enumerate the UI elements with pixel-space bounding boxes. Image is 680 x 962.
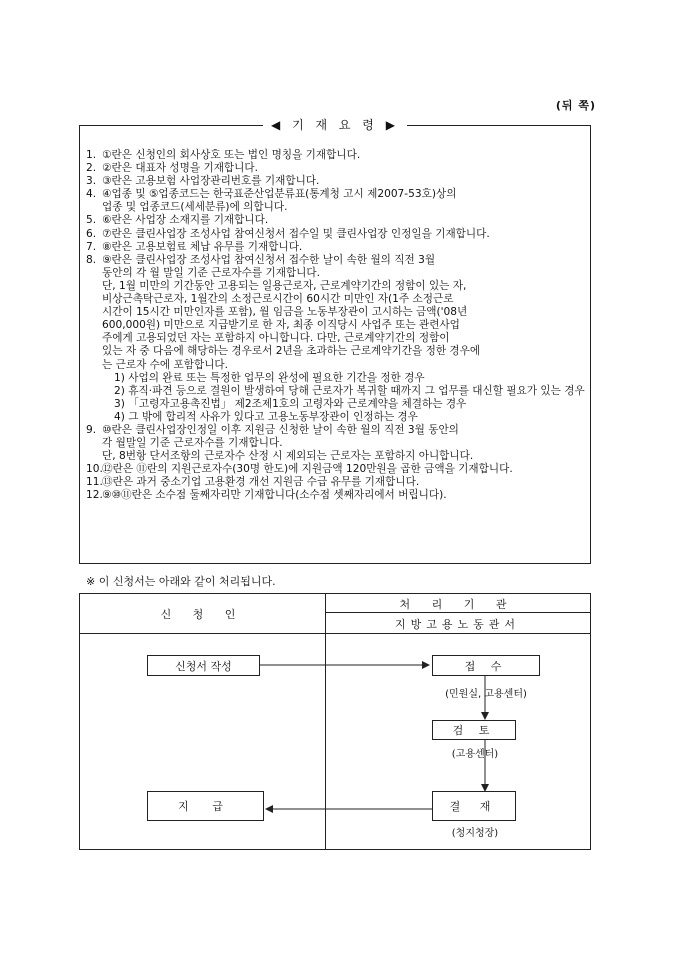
instruction-text: 각 월말일 기준 근로자수를 기재합니다.: [102, 437, 283, 450]
instruction-line: [86, 489, 585, 502]
agency-header: 처 리 기 관: [399, 598, 516, 611]
instruction-text: 동안의 각 월 말일 기준 근로자수를 기재합니다.: [102, 266, 321, 279]
instruction-line: [86, 476, 585, 489]
instruction-text: ⑫란은 ⑪란의 지원근로자수(30명 한도)에 지원금액 120만원을 곱한 금액을 기재합니다.: [102, 463, 513, 476]
instruction-number: [86, 450, 102, 463]
instruction-number: [86, 345, 102, 358]
instruction-number: [86, 267, 102, 280]
instruction-line: [86, 398, 585, 411]
instruction-text: ①란은 신청인의 회사상호 또는 법인 명칭을 기재합니다.: [102, 149, 361, 161]
page-side-label: (뒤 쪽): [555, 99, 596, 112]
review-step: 검 토: [432, 720, 516, 740]
instruction-text: ⑦란은 클린사업장 조성사업 참여신청서 접수일 및 클린사업장 인정일을 기재합니다.: [102, 227, 490, 240]
instruction-text: 업종 및 업종코드(세세분류)에 의합니다.: [102, 201, 288, 214]
instruction-text: ③란은 고용보험 사업장관리번호를 기재합니다.: [102, 175, 320, 188]
instruction-line: [86, 214, 585, 227]
instruction-text: 주에게 고용되었던 자는 포함하지 아니합니다. 다만, 근로계약기간의 정함이: [102, 332, 450, 345]
decide-caption: (청지청장): [451, 828, 499, 839]
instruction-text: 단, 1월 미만의 기간동안 고용되는 일용근로자, 근로계약기간의 정함이 있는 자,: [102, 279, 467, 292]
instruction-line: [86, 162, 585, 175]
instruction-line: [86, 345, 585, 358]
instruction-text: 1) 사업의 완료 또는 특정한 업무의 완성에 필요한 기간을 정한 경우: [114, 371, 425, 384]
instruction-number: [86, 280, 102, 293]
instruction-number: [86, 359, 102, 372]
instruction-line: [86, 293, 585, 306]
instruction-text: ⑬란은 과거 중소기업 고용환경 개선 지원금 수급 유무를 기재합니다.: [102, 476, 420, 489]
instruction-text: 단, 8번항 단서조항의 근로자수 산정 시 제외되는 근로자는 포함하지 아니합니다.: [102, 450, 474, 463]
instruction-text: ⑩란은 클린사업장인정일 이후 지원금 신청한 날이 속한 월의 직전 3월 동안의: [102, 423, 459, 436]
instruction-number: 2.: [86, 162, 97, 175]
instruction-number: 1.: [86, 149, 97, 161]
instruction-number: [86, 319, 102, 332]
instruction-line: [86, 175, 585, 188]
instruction-line: [86, 254, 585, 267]
instruction-line: [86, 201, 585, 214]
instruction-line: [86, 385, 585, 398]
instruction-number: 5.: [86, 214, 97, 227]
instruction-number: 10.: [86, 463, 103, 476]
instruction-text: 있는 자 중 다음에 해당하는 경우로서 2년을 초과하는 근로계약기간을 정한 경우에: [102, 345, 481, 358]
instruction-text: 4) 그 밖에 합리적 사유가 있다고 고용노동부장관이 인정하는 경우: [114, 410, 418, 423]
instruction-text: 600,000원) 미만으로 지급받기로 한 자, 최종 이직당시 사업주 또는 관련사업: [102, 319, 460, 332]
instruction-line: [86, 437, 585, 450]
process-note: ※ 이 신청서는 아래와 같이 처리됩니다.: [86, 575, 276, 588]
instruction-line: [86, 306, 585, 319]
instruction-number: 9.: [86, 423, 97, 436]
apply-step: 신청서 작성: [147, 655, 260, 676]
instruction-line: [86, 149, 585, 162]
instruction-line: [86, 228, 585, 241]
instruction-line: [86, 411, 585, 424]
instruction-text: 는 근로자 수에 포함합니다.: [102, 358, 229, 371]
instruction-line: [86, 267, 585, 280]
instruction-text: ⑥란은 사업장 소재지를 기재합니다.: [102, 214, 269, 227]
instruction-number: 8.: [86, 253, 97, 266]
instruction-line: [86, 463, 585, 476]
instruction-text: ④업종 및 ⑤업종코드는 한국표준산업분류표(통계청 고시 제2007-53호)상의: [102, 188, 457, 201]
instruction-number: [86, 437, 102, 450]
instruction-text: 2) 휴직·파견 등으로 결원이 발생하여 당해 근로자가 복귀할 때까지 그 업무를 대신할 필요가 있는 경우: [114, 384, 585, 397]
instruction-number: 12.: [86, 489, 103, 502]
instruction-line: [86, 332, 585, 345]
instructions-list: [86, 149, 585, 503]
instruction-line: [86, 450, 585, 463]
instruction-text: 3) 「고령자고용촉진법」 제2조제1호의 고령자와 근로계약을 체결하는 경우: [114, 397, 467, 410]
instruction-text: ②란은 대표자 성명을 기재합니다.: [102, 162, 259, 175]
office-header: 지방고용노동관서: [394, 618, 520, 631]
instruction-number: [86, 332, 102, 345]
process-flow: [79, 593, 591, 850]
pay-step: 지 급: [147, 791, 264, 821]
instructions-title: ◀ 기 재 요 령 ▶: [80, 117, 590, 133]
receive-caption: (민원실, 고용센터): [445, 689, 527, 700]
instruction-number: [86, 306, 102, 319]
instruction-number: 7.: [86, 240, 97, 253]
instruction-line: [86, 188, 585, 201]
instruction-number: 6.: [86, 227, 97, 240]
instruction-number: 3.: [86, 175, 97, 188]
instruction-line: [86, 241, 585, 254]
instruction-text: 시간이 15시간 미만인자를 포함), 월 임금을 노동부장관이 고시하는 금액('08년: [102, 306, 468, 319]
review-caption: (고용센터): [451, 749, 499, 760]
instruction-text: 비상근촉탁근로자, 1월간의 소정근로시간이 60시간 미만인 자(1주 소정근로: [102, 293, 454, 306]
instruction-number: 4.: [86, 188, 97, 201]
instructions-box: [79, 118, 591, 564]
instruction-number: [86, 293, 102, 306]
instruction-text: ⑨란은 클린사업장 조성사업 참여신청서 접수한 날이 속한 월의 직전 3월: [102, 253, 436, 266]
instruction-line: [86, 280, 585, 293]
instruction-line: [86, 372, 585, 385]
instruction-text: ⑨⑩⑪란은 소수점 둘째자리만 기재합니다(소수점 셋째자리에서 버립니다).: [102, 489, 447, 502]
instruction-line: [86, 319, 585, 332]
applicant-header: 신 청 인: [160, 608, 245, 621]
instruction-number: 11.: [86, 476, 103, 489]
instruction-line: [86, 359, 585, 372]
decide-step: 결 재: [432, 791, 516, 821]
instruction-line: [86, 424, 585, 437]
receive-step: 접 수: [432, 655, 540, 676]
instruction-text: ⑧란은 고용보험료 체납 유무를 기재합니다.: [102, 240, 303, 253]
instruction-number: [86, 201, 102, 214]
